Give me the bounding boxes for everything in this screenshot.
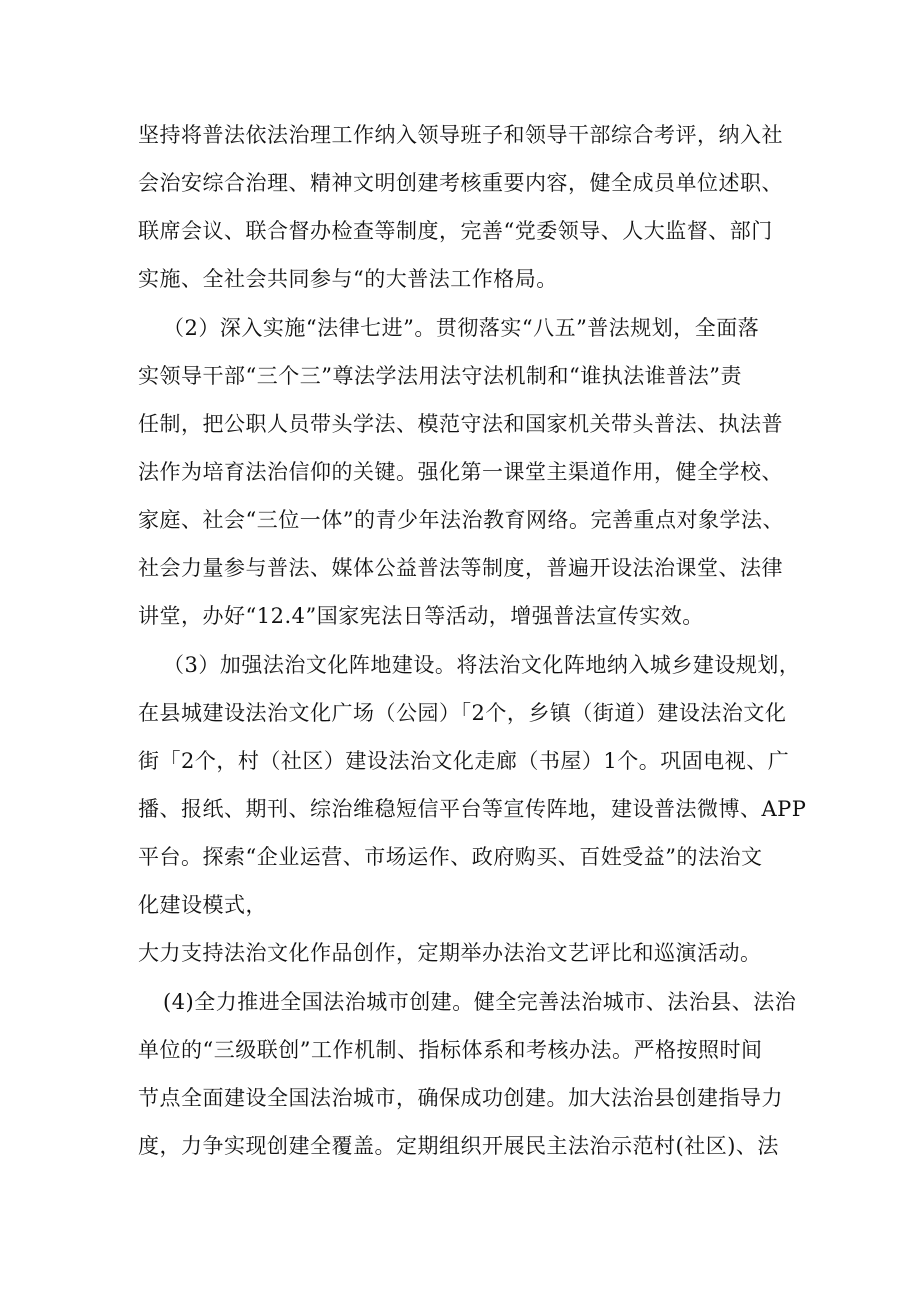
text-line: 度，力争实现创建全覆盖。定期组织开展民主法治示范村(社区)、法 — [138, 1134, 779, 1158]
text-line: 坚持将普法依法治理工作纳入领导班子和领导干部综合考评，纳入社 — [138, 123, 783, 147]
text-line: 实施、全社会共同参与“的大普法工作格局。 — [138, 267, 558, 291]
text-line: 讲堂，办好“12.4”国家宪法日等活动，增强普法宣传实效。 — [138, 604, 704, 628]
paragraph-3-start: （3）加强法治文化阵地建设。将法治文化阵地纳入城乡建设规划， — [163, 653, 801, 677]
paragraph-4-start: (4)全力推进全国法治城市创建。健全完善法治城市、法治县、法治 — [163, 990, 797, 1014]
text-line: 家庭、社会“三位一体”的青少年法治教育网络。完善重点对象学法、 — [138, 508, 784, 532]
text-line: 会治安综合治理、精神文明创建考核重要内容，健全成员单位述职、 — [138, 171, 783, 195]
text-line: 街「2个，村（社区）建设法治文化走廊（书屋）1个。巩固电视、广 — [138, 749, 790, 773]
text-line: 在县城建设法治文化广场（公园）「2个，乡镇（街道）建设法治文化 — [138, 701, 787, 725]
paragraph-2-start: （2）深入实施“法律七进”。贯彻落实“八五”普法规划，全面落 — [163, 316, 760, 340]
text-line: 联席会议、联合督办检查等制度，完善“党委领导、人大监督、部门 — [138, 219, 773, 243]
text-line: 节点全面建设全国法治城市，确保成功创建。加大法治县创建指导力 — [138, 1086, 783, 1110]
text-line: 单位的“三级联创”工作机制、指标体系和考核办法。严格按照时间 — [138, 1038, 763, 1062]
text-line: 社会力量参与普法、媒体公益普法等制度，普遍开设法治课堂、法律 — [138, 556, 783, 580]
text-line: 实领导干部“三个三”尊法学法用法守法机制和“谁执法谁普法”责 — [138, 364, 742, 388]
text-line: 平台。探索“企业运营、市场运作、政府购买、百姓受益”的法治文 — [138, 845, 763, 869]
text-line: 播、报纸、期刊、综治维稳短信平台等宣传阵地，建设普法微博、APP — [138, 797, 807, 821]
text-line: 化建设模式， — [138, 893, 267, 917]
text-line: 任制，把公职人员带头学法、模范守法和国家机关带头普法、执法普 — [138, 412, 783, 436]
text-line: 法作为培育法治信仰的关键。强化第一课堂主渠道作用，健全学校、 — [138, 460, 783, 484]
text-line: 大力支持法治文化作品创作，定期举办法治文艺评比和巡演活动。 — [138, 941, 762, 965]
